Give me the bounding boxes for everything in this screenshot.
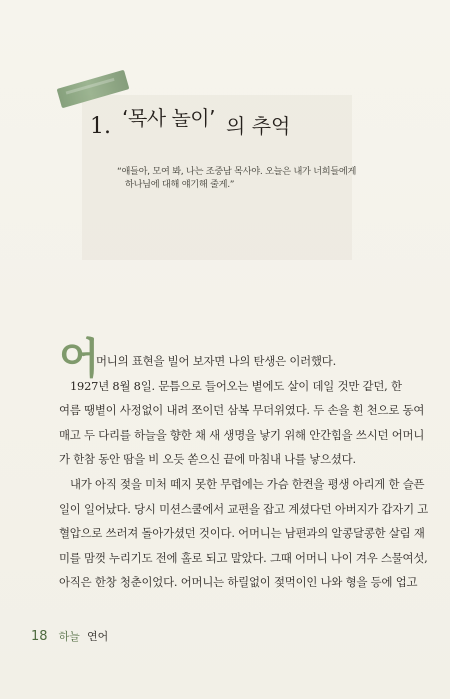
- body-line: 머니의 표현을 빌어 보자면 나의 탄생은 이러했다.: [96, 354, 337, 368]
- drop-cap: 어: [59, 334, 100, 383]
- body-line: 1927년 8월 8일. 문틈으로 들어오는 볕에도 살이 데일 것만 같던, 한: [70, 378, 402, 393]
- page-number: 18: [31, 629, 48, 644]
- chapter-title: [90, 106, 291, 139]
- chapter-number: 1.: [90, 114, 111, 139]
- chapter-title-rest: 의 추억: [226, 114, 291, 138]
- book-title-part2: 연어: [87, 630, 109, 643]
- body-line: 여름 땡볕이 사정없이 내려 쪼이던 삼복 무더위였다. 두 손을 흰 천으로 동여: [59, 403, 425, 418]
- epigraph: [117, 165, 387, 191]
- body-line: 내가 아직 젖을 미처 떼지 못한 무렵에는 가슴 한켠을 평생 아리게 한 슬픈: [70, 476, 425, 491]
- body-text: [59, 349, 429, 595]
- body-line: 매고 두 다리를 하늘을 향한 채 새 생명을 낳기 위해 안간힘을 쓰시던 어머니: [59, 427, 425, 442]
- body-line: 아직은 한창 청춘이었다. 어머니는 하릴없이 젖먹이인 나와 형을 등에 업고: [59, 575, 418, 590]
- page-footer: [31, 625, 108, 644]
- body-line: 미를 맘껏 누리기도 전에 홀로 되고 말았다. 그때 어머니 나이 겨우 스물여섯,: [59, 550, 428, 565]
- chapter-title-quoted: ‘목사 놀이’: [122, 106, 215, 130]
- epigraph-line-1: “애들아, 모여 봐, 나는 조중남 목사야. 오늘은 내가 너희들에게: [117, 166, 357, 177]
- epigraph-line-2: 하나님에 대해 얘기해 줄게.”: [125, 179, 235, 190]
- body-line: 일이 일어났다. 당시 미션스쿨에서 교편을 잡고 계셨다던 아버지가 갑자기 고: [59, 501, 429, 516]
- body-line: 가 한참 동안 땀을 비 오듯 쏟으신 끝에 마침내 나를 낳으셨다.: [59, 452, 356, 467]
- book-title-part1: 하늘: [58, 630, 80, 643]
- body-line: 혈압으로 쓰러져 돌아가셨던 것이다. 어머니는 남편과의 알콩달콩한 살림 재: [59, 526, 425, 541]
